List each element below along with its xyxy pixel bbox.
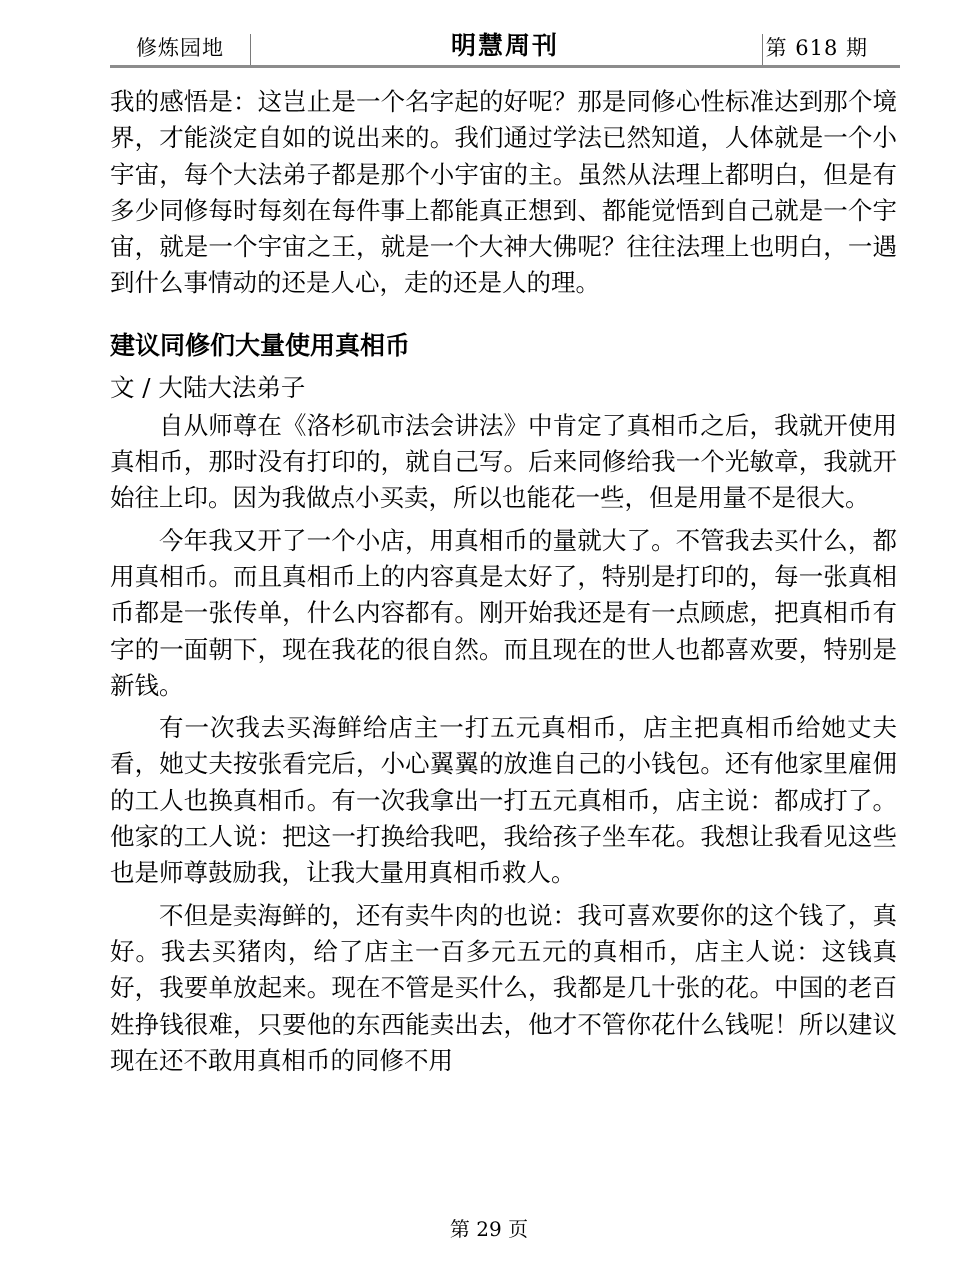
article-title: 建议同修们大量使用真相币 [110,330,411,360]
article-paragraph: 今年我又开了一个小店，用真相币的量就大了。不管我去买什么，都用真相币。而且真相币上的内容真是太好了，特别是打印的，每一张真相币都是一张传单，什么内容都有。刚开始我还是有一点顾虑，把真相币有字的一面朝下，现在我花的很自然。而且现在的世人也都喜欢要，特别是新钱。 [110,525,897,700]
article-paragraph: 不但是卖海鲜的，还有卖牛肉的也说：我可喜欢要你的这个钱了，真好。我去买猪肉，给了店主一百多元五元的真相币，店主人说：这钱真好，我要单放起来。现在不管是买什么，我都是几十张的花。中国的老百姓挣钱很难，只要他的东西能卖出去，他才不管你花什么钱呢！所以建议现在还不敢用真相币的同修不用 [110,900,897,1075]
header-divider-right [762,34,763,66]
previous-article-paragraph: 我的感悟是：这岂止是一个名字起的好呢？那是同修心性标准达到那个境界，才能淡定自如的说出来的。我们通过学法已然知道，人体就是一个小宇宙，每个大法弟子都是那个小宇宙的主。虽然从法理上都明白，但是有多少同修每时每刻在每件事上都能真正想到、都能觉悟到自己就是一个宇宙，就是一个宇宙之王，就是一个大神大佛呢？往往法理上也明白，一遇到什么事情动的还是人心，走的还是人的理。 [110,87,897,298]
page-header [110,22,900,68]
page-number: 第 29 页 [449,1217,529,1241]
article-paragraph: 自从师尊在《洛杉矶市法会讲法》中肯定了真相币之后，我就开使用真相币，那时没有打印的，就自己写。后来同修给我一个光敏章，我就开始往上印。因为我做点小买卖，所以也能花一些，但是用量不是很大。 [110,410,897,513]
section-name: 修炼园地 [136,36,224,60]
article-paragraph: 有一次我去买海鲜给店主一打五元真相币，店主把真相币给她丈夫看，她丈夫按张看完后，小心翼翼的放進自己的小钱包。还有他家里雇佣的工人也换真相币。有一次我拿出一打五元真相币，店主说：都成打了。他家的工人说：把这一打换给我吧，我给孩子坐车花。我想让我看见这些也是师尊鼓励我，让我大量用真相币救人。 [110,713,897,888]
page-content [110,84,897,1079]
article-byline: 文 / 大陆大法弟子 [110,372,306,402]
issue-number: 第 618 期 [765,36,868,60]
header-rule [110,65,900,68]
publication-title: 明慧周刊 [450,31,559,60]
